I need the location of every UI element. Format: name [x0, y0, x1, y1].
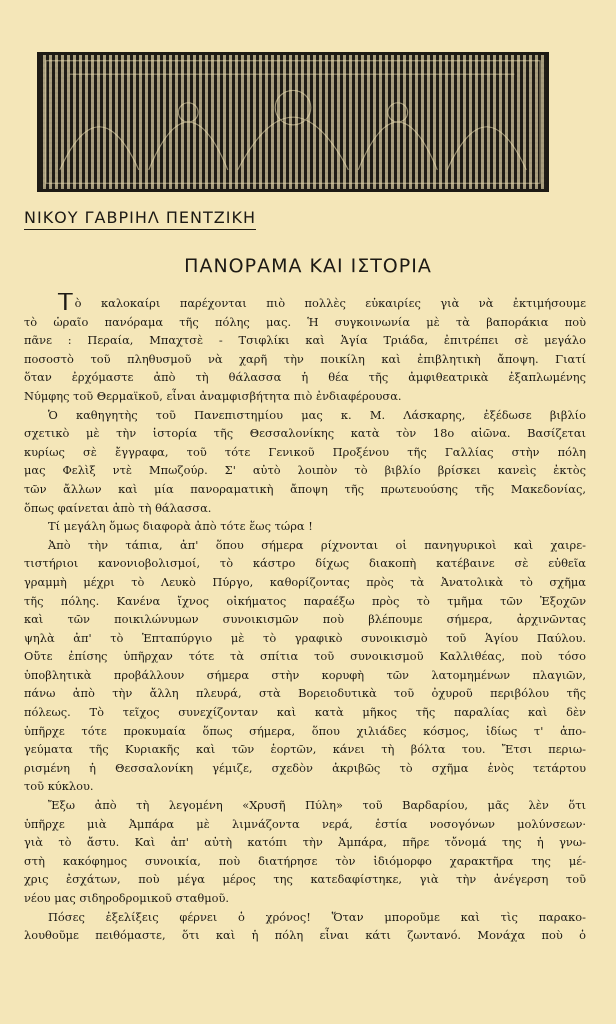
- text-line: σχετικὸ μὲ τὴν ἱστορία τῆς Θεσσαλονίκης κατὰ τὸν 18ο αἰῶνα. Βασίζεται: [24, 426, 586, 441]
- text-line: ρισμένη ἡ Θεσσαλονίκη γέμιζε, σχεδὸν ἀκριβῶς τὸ σχῆμα ἑνὸς τετάρτου: [24, 760, 586, 775]
- text-line: γιὰ τὸ ἄστυ. Καὶ ἀπ' αὐτὴ κατόπι τὴν Ἀμπάρα, πῆρε τὄνομά της ἡ γνω-: [24, 835, 586, 850]
- article-title: ΠΑΝΟΡΑΜΑ ΚΑΙ ΙΣΤΟΡΙΑ: [184, 255, 432, 277]
- text-line: γεύματα τῆς Κυριακῆς καὶ τῶν ἑορτῶν, κάνει τὴ βόλτα του. Ἔτσι περιω-: [24, 742, 586, 757]
- text-line: Τί μεγάλη ὅμως διαφορὰ ἀπὸ τότε ἕως τώρα !: [48, 519, 313, 534]
- text-line: πάνω ἀπὸ τὴν ἄλλη πλευρά, στὰ Βορειοδυτικὰ τοῦ ὀχυροῦ περιβόλου τῆς: [24, 686, 586, 701]
- text-line: τὸ ὡραῖο πανόραμα τῆς πόλης μας. Ἡ συγκοινωνία μὲ τὰ βαποράκια ποὺ: [24, 314, 586, 329]
- text-line: κυρίως σὲ ἔγγραφα, τοῦ τότε Γενικοῦ Προξένου τῆς Γαλλίας στὴν πόλη: [24, 444, 586, 459]
- text-line: ποσοστὸ τοῦ πληθυσμοῦ νὰ χαρῆ τὴν ποικίλη καὶ ἐπιβλητικὴ ἄποψη. Γιατί: [24, 351, 586, 366]
- text-line: τοῦ κύκλου.: [24, 779, 94, 794]
- text-line: ὑποβλητικὰ προβάλλουν σήμερα στὴν κορυφὴ τῶν λατομημένων πλαγιῶν,: [24, 667, 586, 682]
- text-line: λουθοῦμε πειθόμαστε, ὅτι καὶ ἡ πόλη εἶναι κάτι ζωντανό. Μονάχα ποὺ ὁ: [24, 928, 586, 943]
- text-line: ὅπως φαίνεται ἀπὸ τὴ θάλασσα.: [24, 500, 212, 515]
- text-line: τῶν ἄλλων καὶ μία πανοραματικὴ ἄποψη τῆς πρωτευούσης τῆς Μακεδονίας,: [24, 481, 586, 496]
- text-line: γραμμὴ μέχρι τὸ Λευκὸ Πύργο, καθορίζοντας πρὸς τὰ Ἀνατολικὰ τὸ σχῆμα: [24, 574, 586, 589]
- decorative-engraving-banner: [37, 52, 549, 192]
- text-line: ψηλὰ ἀπ' τὸ Ἑπταπύργιο μὲ τὸ γραφικὸ συνοικισμὸ τοῦ Ἁγίου Παύλου.: [24, 630, 586, 645]
- text-line: τῆς πόλης. Κανένα ἴχνος οἰκήματος παραέξω πρὸς τὸ τμῆμα τῶν Ἐξοχῶν: [24, 593, 586, 608]
- text-line: χρις ἐσχάτων, ποὺ μέγα μέρος της κατεδαφίστηκε, γιὰ τὴν ἀνέγερση τοῦ: [24, 872, 586, 887]
- text-line: μας Φελὶξ ντὲ Μπωζούρ. Σ' αὐτὸ λοιπὸν τὸ βιβλίο βρίσκει κανεὶς ἐκτὸς: [24, 463, 586, 478]
- article-body: [24, 293, 586, 945]
- text-line: ὑπῆρχε τότε προκυμαία ὅπως σήμερα, ὅπου χιλιάδες κόσμος, ἰδίως τ' ἀπο-: [24, 723, 586, 738]
- text-line: Νύμφης τοῦ Θερμαϊκοῦ, εἶναι ἀναμφισβήτητα πιὸ ἐνδιαφέρουσα.: [24, 388, 402, 403]
- text-line: ὅταν ἐρχόμαστε ἀπὸ τὴ θάλασσα ἡ θέα τῆς ἀμφιθεατρικὰ ἐξαπλωμένης: [24, 370, 586, 385]
- author-byline: ΝΙΚΟΥ ΓΑΒΡΙΗΛ ΠΕΝΤΖΙΚΗ: [24, 208, 256, 230]
- text-line: πόλεως. Τὸ τεῖχος συνεχίζονταν καὶ κατὰ μῆκος τῆς παραλίας καὶ δὲν: [24, 705, 586, 720]
- text-line: νέου μας σιδηροδρομικοῦ σταθμοῦ.: [24, 891, 230, 905]
- engraving-ornament-icon: [40, 55, 546, 189]
- text-line: Οὔτε ἐπίσης ὑπῆρχαν τότε τὰ σπίτια τοῦ συνοικισμοῦ Καλλιθέας, ποὺ τόσο: [24, 649, 586, 664]
- text-line: Τὸ καλοκαίρι παρέχονται πιὸ πολλὲς εὐκαιρίες γιὰ νὰ ἐκτιμήσουμε: [24, 293, 586, 313]
- text-line: Ἀπὸ τὴν τάπια, ἀπ' ὅπου σήμερα ρίχνονται οἱ πανηγυρικοὶ καὶ χαιρε-: [48, 537, 586, 552]
- text-line: πᾶνε : Περαία, Μπαχτσὲ - Τσιφλίκι καὶ Ἁγία Τριάδα, ἐπιτρέπει σὲ μεγάλο: [24, 333, 586, 348]
- text-line: Ἔξω ἀπὸ τὴ λεγομένη «Χρυσῆ Πύλη» τοῦ Βαρδαρίου, μᾶς λὲν ὅτι: [48, 798, 586, 813]
- text-line: ὑπῆρχε μιὰ Ἀμπάρα μὲ λιμνάζοντα νερά, ἑστία νοσογόνων μολύνσεων·: [24, 816, 586, 831]
- text-line: καὶ τῶν ποικιλώνυμων συνοικισμῶν ποὺ βλέπουμε σήμερα, ἀρχινῶντας: [24, 612, 586, 627]
- text-line: τιστήριοι κανονιοβολισμοί, τὸ κάστρο δίχως διακοπὴ κατέβαινε σὲ εὐθεῖα: [24, 556, 586, 571]
- text-line: Πόσες ἐξελίξεις φέρνει ὁ χρόνος! Ὅταν μποροῦμε καὶ τὶς παρακο-: [48, 909, 586, 924]
- drop-cap: Τ: [58, 293, 73, 313]
- text-line: Ὁ καθηγητὴς τοῦ Πανεπιστημίου μας κ. Μ. Λάσκαρης, ἐξέδωσε βιβλίο: [48, 407, 586, 422]
- text-line: στὴ κακόφημος συνοικία, ποὺ διατήρησε τὸν ἰδιόμορφο χαρακτῆρα της μέ-: [24, 853, 586, 868]
